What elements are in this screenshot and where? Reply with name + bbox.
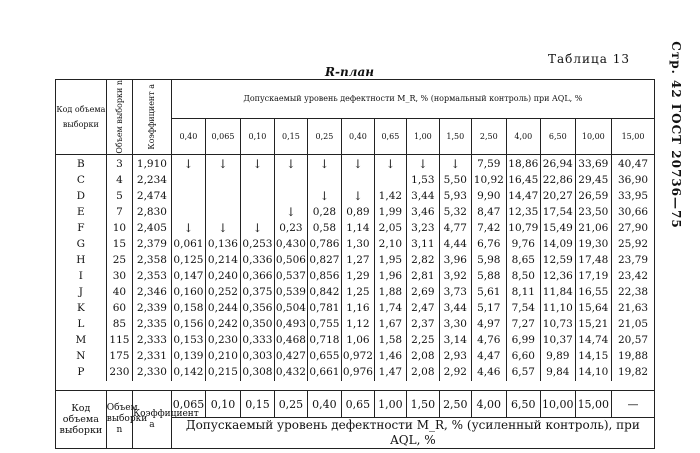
row-value: 9,84 bbox=[541, 365, 576, 381]
row-value: 15,21 bbox=[575, 317, 612, 333]
row-value: 33,95 bbox=[612, 189, 655, 205]
row-value: 0,58 bbox=[307, 221, 342, 237]
row-code: F bbox=[56, 221, 107, 237]
row-a: 2,358 bbox=[133, 253, 172, 269]
row-value: 3,92 bbox=[439, 269, 471, 285]
row-value: 2,08 bbox=[407, 349, 439, 365]
row-value: 1,53 bbox=[407, 173, 439, 189]
footer-aql-cell: 0,65 bbox=[342, 391, 374, 418]
row-value: 1,12 bbox=[342, 317, 374, 333]
row-value: 3,14 bbox=[439, 333, 471, 349]
row-value: 21,06 bbox=[575, 221, 612, 237]
table-row bbox=[56, 317, 655, 333]
row-value: 12,35 bbox=[506, 205, 541, 221]
row-value: 0,244 bbox=[206, 301, 241, 317]
header-aql-cell: 0,40 bbox=[342, 118, 374, 154]
row-a: 2,335 bbox=[133, 317, 172, 333]
row-value bbox=[240, 205, 275, 221]
row-value: 2,47 bbox=[407, 301, 439, 317]
row-value: 1,74 bbox=[374, 301, 406, 317]
row-value bbox=[171, 205, 206, 221]
row-value: 0,153 bbox=[171, 333, 206, 349]
row-n: 30 bbox=[106, 269, 132, 285]
row-value: 0,718 bbox=[307, 333, 342, 349]
row-value: 3,44 bbox=[407, 189, 439, 205]
row-value: 1,29 bbox=[342, 269, 374, 285]
row-value: 8,50 bbox=[506, 269, 541, 285]
side-caption-text: Стр. 42 ГОСТ 20736—75 bbox=[669, 41, 683, 229]
row-value: 0,375 bbox=[240, 285, 275, 301]
row-value: 6,99 bbox=[506, 333, 541, 349]
table-row bbox=[56, 253, 655, 269]
row-value: 1,88 bbox=[374, 285, 406, 301]
row-value bbox=[374, 173, 406, 189]
row-value: 10,79 bbox=[506, 221, 541, 237]
footer-aql-cell: — bbox=[612, 391, 655, 418]
row-value: 15,64 bbox=[575, 301, 612, 317]
row-n: 4 bbox=[106, 173, 132, 189]
row-value: 12,59 bbox=[541, 253, 576, 269]
row-value: 15,49 bbox=[541, 221, 576, 237]
row-value: 0,976 bbox=[342, 365, 374, 381]
header-aql-cell: 0,40 bbox=[171, 118, 206, 154]
row-value: 4,47 bbox=[472, 349, 507, 365]
row-value: 0,253 bbox=[240, 237, 275, 253]
row-n: 115 bbox=[106, 333, 132, 349]
footer-aql-cell: 6,50 bbox=[506, 391, 541, 418]
table-label: Таблица 13 bbox=[548, 52, 630, 66]
footer-aql-cell: 0,10 bbox=[206, 391, 241, 418]
row-value: 4,44 bbox=[439, 237, 471, 253]
header-size bbox=[106, 80, 132, 155]
row-value: 0,336 bbox=[240, 253, 275, 269]
header-aql-cell: 10,00 bbox=[575, 118, 612, 154]
row-value: 1,16 bbox=[342, 301, 374, 317]
row-value: 0,506 bbox=[275, 253, 307, 269]
row-value: 0,147 bbox=[171, 269, 206, 285]
row-value: 3,46 bbox=[407, 205, 439, 221]
row-value: 1,27 bbox=[342, 253, 374, 269]
row-value: 1,06 bbox=[342, 333, 374, 349]
row-value: 2,81 bbox=[407, 269, 439, 285]
footer-aql-row bbox=[56, 391, 655, 418]
row-value: 1,42 bbox=[374, 189, 406, 205]
row-value: 7,59 bbox=[472, 154, 507, 173]
row-value: 3,96 bbox=[439, 253, 471, 269]
row-value: 1,25 bbox=[342, 285, 374, 301]
row-n: 10 bbox=[106, 221, 132, 237]
row-value: 0,842 bbox=[307, 285, 342, 301]
row-value: 0,061 bbox=[171, 237, 206, 253]
row-value bbox=[206, 189, 241, 205]
row-value: 7,54 bbox=[506, 301, 541, 317]
row-value: 0,430 bbox=[275, 237, 307, 253]
row-value: 11,10 bbox=[541, 301, 576, 317]
row-value: 0,158 bbox=[171, 301, 206, 317]
row-value: 1,58 bbox=[374, 333, 406, 349]
row-a: 2,234 bbox=[133, 173, 172, 189]
row-value: 4,77 bbox=[439, 221, 471, 237]
row-a: 2,339 bbox=[133, 301, 172, 317]
row-value: 0,432 bbox=[275, 365, 307, 381]
row-value: 0,242 bbox=[206, 317, 241, 333]
row-code: G bbox=[56, 237, 107, 253]
header-aql-cell: 0,15 bbox=[275, 118, 307, 154]
footer-aql-cell: 1,50 bbox=[407, 391, 439, 418]
row-value: 5,17 bbox=[472, 301, 507, 317]
footer-code: Код объема выборки bbox=[56, 391, 107, 449]
arrow-down-icon: ↓ bbox=[307, 189, 342, 205]
row-value: 0,136 bbox=[206, 237, 241, 253]
row-value: 20,57 bbox=[612, 333, 655, 349]
row-value: 0,537 bbox=[275, 269, 307, 285]
table-row bbox=[56, 237, 655, 253]
row-value: 5,88 bbox=[472, 269, 507, 285]
table-body bbox=[56, 154, 655, 381]
row-value: 1,99 bbox=[374, 205, 406, 221]
arrow-down-icon: ↓ bbox=[275, 154, 307, 173]
row-value: 4,46 bbox=[472, 365, 507, 381]
footer-bottom-label: Допускаемый уровень дефектности M_R, % (усиленный контроль), при AQL, % bbox=[171, 418, 654, 449]
row-value: 0,427 bbox=[275, 349, 307, 365]
row-value: 16,45 bbox=[506, 173, 541, 189]
arrow-down-icon: ↓ bbox=[206, 154, 241, 173]
row-value: 26,59 bbox=[575, 189, 612, 205]
row-value: 23,42 bbox=[612, 269, 655, 285]
header-aql-cell: 0,065 bbox=[206, 118, 241, 154]
arrow-down-icon: ↓ bbox=[240, 221, 275, 237]
row-value: 16,55 bbox=[575, 285, 612, 301]
row-code: B bbox=[56, 154, 107, 173]
row-value: 0,539 bbox=[275, 285, 307, 301]
footer-aql-cell: 10,00 bbox=[541, 391, 576, 418]
table-row bbox=[56, 269, 655, 285]
header-aql-cell: 1,50 bbox=[439, 118, 471, 154]
row-value: 0,139 bbox=[171, 349, 206, 365]
row-value: 0,240 bbox=[206, 269, 241, 285]
row-value: 2,93 bbox=[439, 349, 471, 365]
row-value: 8,65 bbox=[506, 253, 541, 269]
row-value: 0,356 bbox=[240, 301, 275, 317]
row-value: 19,30 bbox=[575, 237, 612, 253]
row-a: 2,405 bbox=[133, 221, 172, 237]
row-value: 17,48 bbox=[575, 253, 612, 269]
row-value bbox=[171, 173, 206, 189]
row-value: 4,76 bbox=[472, 333, 507, 349]
row-value bbox=[240, 173, 275, 189]
row-value: 10,92 bbox=[472, 173, 507, 189]
row-value: 14,47 bbox=[506, 189, 541, 205]
row-value: 5,93 bbox=[439, 189, 471, 205]
row-value: 0,156 bbox=[171, 317, 206, 333]
row-value: 8,11 bbox=[506, 285, 541, 301]
row-n: 60 bbox=[106, 301, 132, 317]
row-value: 0,303 bbox=[240, 349, 275, 365]
row-value: 0,160 bbox=[171, 285, 206, 301]
arrow-down-icon: ↓ bbox=[342, 154, 374, 173]
footer-aql-cell: 4,00 bbox=[472, 391, 507, 418]
footer-aql-cell: 0,40 bbox=[307, 391, 342, 418]
row-value: 22,86 bbox=[541, 173, 576, 189]
row-n: 7 bbox=[106, 205, 132, 221]
table-row bbox=[56, 365, 655, 381]
arrow-down-icon: ↓ bbox=[374, 154, 406, 173]
row-value: 9,89 bbox=[541, 349, 576, 365]
row-code: L bbox=[56, 317, 107, 333]
row-code: D bbox=[56, 189, 107, 205]
row-code: M bbox=[56, 333, 107, 349]
row-value: 29,45 bbox=[575, 173, 612, 189]
row-a: 2,379 bbox=[133, 237, 172, 253]
row-value: 0,28 bbox=[307, 205, 342, 221]
arrow-down-icon: ↓ bbox=[206, 221, 241, 237]
row-value: 0,210 bbox=[206, 349, 241, 365]
row-n: 175 bbox=[106, 349, 132, 365]
table-row bbox=[56, 221, 655, 237]
row-code: H bbox=[56, 253, 107, 269]
row-value: 1,46 bbox=[374, 349, 406, 365]
row-value: 7,42 bbox=[472, 221, 507, 237]
row-value: 0,655 bbox=[307, 349, 342, 365]
row-value bbox=[275, 189, 307, 205]
header-aql-cell: 2,50 bbox=[472, 118, 507, 154]
row-a: 2,353 bbox=[133, 269, 172, 285]
row-n: 40 bbox=[106, 285, 132, 301]
row-value: 0,214 bbox=[206, 253, 241, 269]
arrow-down-icon: ↓ bbox=[342, 189, 374, 205]
row-value: 0,308 bbox=[240, 365, 275, 381]
row-value: 23,50 bbox=[575, 205, 612, 221]
header-top-label: Допускаемый уровень дефектности M_R, % (нормальный контроль) при AQL, % bbox=[171, 80, 654, 119]
row-value: 19,88 bbox=[612, 349, 655, 365]
header-aql-cell: 0,65 bbox=[374, 118, 406, 154]
row-value: 21,63 bbox=[612, 301, 655, 317]
row-value: 26,94 bbox=[541, 154, 576, 173]
row-value: 6,57 bbox=[506, 365, 541, 381]
row-value: 27,90 bbox=[612, 221, 655, 237]
r-plan-table bbox=[55, 79, 655, 449]
arrow-down-icon: ↓ bbox=[407, 154, 439, 173]
row-value: 4,97 bbox=[472, 317, 507, 333]
row-value: 18,86 bbox=[506, 154, 541, 173]
row-a: 1,910 bbox=[133, 154, 172, 173]
row-value: 0,125 bbox=[171, 253, 206, 269]
row-a: 2,474 bbox=[133, 189, 172, 205]
row-value: 9,76 bbox=[506, 237, 541, 253]
row-value: 7,27 bbox=[506, 317, 541, 333]
header-aql-cell: 4,00 bbox=[506, 118, 541, 154]
row-value: 3,30 bbox=[439, 317, 471, 333]
row-value: 0,89 bbox=[342, 205, 374, 221]
footer-aql-cell: 0,25 bbox=[275, 391, 307, 418]
row-value: 1,14 bbox=[342, 221, 374, 237]
row-value: 3,23 bbox=[407, 221, 439, 237]
arrow-down-icon: ↓ bbox=[275, 205, 307, 221]
row-value: 14,10 bbox=[575, 365, 612, 381]
row-value: 11,84 bbox=[541, 285, 576, 301]
row-value: 14,09 bbox=[541, 237, 576, 253]
row-value bbox=[275, 173, 307, 189]
row-value: 1,95 bbox=[374, 253, 406, 269]
header-coef-text: Коэффициент a bbox=[147, 84, 157, 150]
row-code: I bbox=[56, 269, 107, 285]
footer-aql-cell: 0,065 bbox=[171, 391, 206, 418]
table-row bbox=[56, 189, 655, 205]
row-value: 0,972 bbox=[342, 349, 374, 365]
row-value: 20,27 bbox=[541, 189, 576, 205]
row-value: 1,67 bbox=[374, 317, 406, 333]
row-code: C bbox=[56, 173, 107, 189]
row-n: 25 bbox=[106, 253, 132, 269]
row-a: 2,333 bbox=[133, 333, 172, 349]
table-row bbox=[56, 173, 655, 189]
row-value: 1,96 bbox=[374, 269, 406, 285]
header-row-top bbox=[56, 80, 655, 119]
row-value: 0,755 bbox=[307, 317, 342, 333]
row-value: 17,19 bbox=[575, 269, 612, 285]
row-value: 10,37 bbox=[541, 333, 576, 349]
header-aql-cell: 0,10 bbox=[240, 118, 275, 154]
row-value: 5,98 bbox=[472, 253, 507, 269]
row-value: 2,37 bbox=[407, 317, 439, 333]
arrow-down-icon: ↓ bbox=[439, 154, 471, 173]
table-row bbox=[56, 349, 655, 365]
row-value: 0,661 bbox=[307, 365, 342, 381]
row-value: 0,230 bbox=[206, 333, 241, 349]
arrow-down-icon: ↓ bbox=[240, 154, 275, 173]
row-value: 36,90 bbox=[612, 173, 655, 189]
row-value: 1,47 bbox=[374, 365, 406, 381]
table-row bbox=[56, 285, 655, 301]
row-code: J bbox=[56, 285, 107, 301]
row-value: 0,350 bbox=[240, 317, 275, 333]
row-a: 2,346 bbox=[133, 285, 172, 301]
footer-coef: Коэффициент a bbox=[133, 391, 172, 449]
row-value: 0,215 bbox=[206, 365, 241, 381]
row-value: 0,142 bbox=[171, 365, 206, 381]
footer-aql-cell: 2,50 bbox=[439, 391, 471, 418]
plan-title: R-план bbox=[325, 65, 374, 79]
row-value: 3,73 bbox=[439, 285, 471, 301]
row-value: 0,856 bbox=[307, 269, 342, 285]
footer-size: Объем выборки n bbox=[106, 391, 132, 449]
row-code: E bbox=[56, 205, 107, 221]
row-value bbox=[206, 173, 241, 189]
row-value: 25,92 bbox=[612, 237, 655, 253]
row-value: 40,47 bbox=[612, 154, 655, 173]
row-value: 33,69 bbox=[575, 154, 612, 173]
row-value: 2,25 bbox=[407, 333, 439, 349]
row-value bbox=[171, 189, 206, 205]
row-value bbox=[307, 173, 342, 189]
footer-aql-cell: 0,15 bbox=[240, 391, 275, 418]
row-value: 0,23 bbox=[275, 221, 307, 237]
row-value: 2,10 bbox=[374, 237, 406, 253]
footer-aql-cell: 15,00 bbox=[575, 391, 612, 418]
header-aql-cell: 0,25 bbox=[307, 118, 342, 154]
row-a: 2,830 bbox=[133, 205, 172, 221]
table-row bbox=[56, 154, 655, 173]
row-value: 0,468 bbox=[275, 333, 307, 349]
row-value bbox=[342, 173, 374, 189]
row-value: 2,92 bbox=[439, 365, 471, 381]
header-aql-cell: 6,50 bbox=[541, 118, 576, 154]
footer-aql-cell: 1,00 bbox=[374, 391, 406, 418]
header-coef bbox=[133, 80, 172, 155]
row-value: 2,69 bbox=[407, 285, 439, 301]
row-value: 6,60 bbox=[506, 349, 541, 365]
header-aql-cell: 15,00 bbox=[612, 118, 655, 154]
row-value: 8,47 bbox=[472, 205, 507, 221]
row-code: P bbox=[56, 365, 107, 381]
row-value: 3,11 bbox=[407, 237, 439, 253]
row-code: K bbox=[56, 301, 107, 317]
row-value: 0,827 bbox=[307, 253, 342, 269]
row-n: 3 bbox=[106, 154, 132, 173]
row-value: 5,32 bbox=[439, 205, 471, 221]
row-n: 5 bbox=[106, 189, 132, 205]
row-n: 230 bbox=[106, 365, 132, 381]
row-value: 30,66 bbox=[612, 205, 655, 221]
header-aql-cell: 1,00 bbox=[407, 118, 439, 154]
row-value: 14,15 bbox=[575, 349, 612, 365]
row-a: 2,330 bbox=[133, 365, 172, 381]
row-value: 17,54 bbox=[541, 205, 576, 221]
row-value: 0,333 bbox=[240, 333, 275, 349]
row-value: 2,82 bbox=[407, 253, 439, 269]
header-size-text: Объем выборки n bbox=[114, 80, 124, 154]
row-value: 1,30 bbox=[342, 237, 374, 253]
row-value: 14,74 bbox=[575, 333, 612, 349]
row-value: 3,44 bbox=[439, 301, 471, 317]
row-value: 9,90 bbox=[472, 189, 507, 205]
row-value: 22,38 bbox=[612, 285, 655, 301]
table-row bbox=[56, 333, 655, 349]
row-value: 0,781 bbox=[307, 301, 342, 317]
row-value: 10,73 bbox=[541, 317, 576, 333]
table-row bbox=[56, 301, 655, 317]
row-n: 15 bbox=[106, 237, 132, 253]
side-caption bbox=[660, 41, 692, 229]
row-value: 23,79 bbox=[612, 253, 655, 269]
row-value: 5,50 bbox=[439, 173, 471, 189]
row-value: 0,786 bbox=[307, 237, 342, 253]
row-n: 85 bbox=[106, 317, 132, 333]
row-value: 0,366 bbox=[240, 269, 275, 285]
row-value bbox=[240, 189, 275, 205]
row-value: 19,82 bbox=[612, 365, 655, 381]
row-value bbox=[206, 205, 241, 221]
row-value: 12,36 bbox=[541, 269, 576, 285]
row-value: 0,504 bbox=[275, 301, 307, 317]
row-value: 5,61 bbox=[472, 285, 507, 301]
row-value: 2,05 bbox=[374, 221, 406, 237]
row-a: 2,331 bbox=[133, 349, 172, 365]
row-code: N bbox=[56, 349, 107, 365]
row-value: 0,252 bbox=[206, 285, 241, 301]
row-value: 0,493 bbox=[275, 317, 307, 333]
table-row bbox=[56, 205, 655, 221]
row-value: 2,08 bbox=[407, 365, 439, 381]
header-code: Код объема выборки bbox=[56, 80, 107, 155]
arrow-down-icon: ↓ bbox=[307, 154, 342, 173]
arrow-down-icon: ↓ bbox=[171, 154, 206, 173]
arrow-down-icon: ↓ bbox=[171, 221, 206, 237]
row-value: 6,76 bbox=[472, 237, 507, 253]
row-value: 21,05 bbox=[612, 317, 655, 333]
